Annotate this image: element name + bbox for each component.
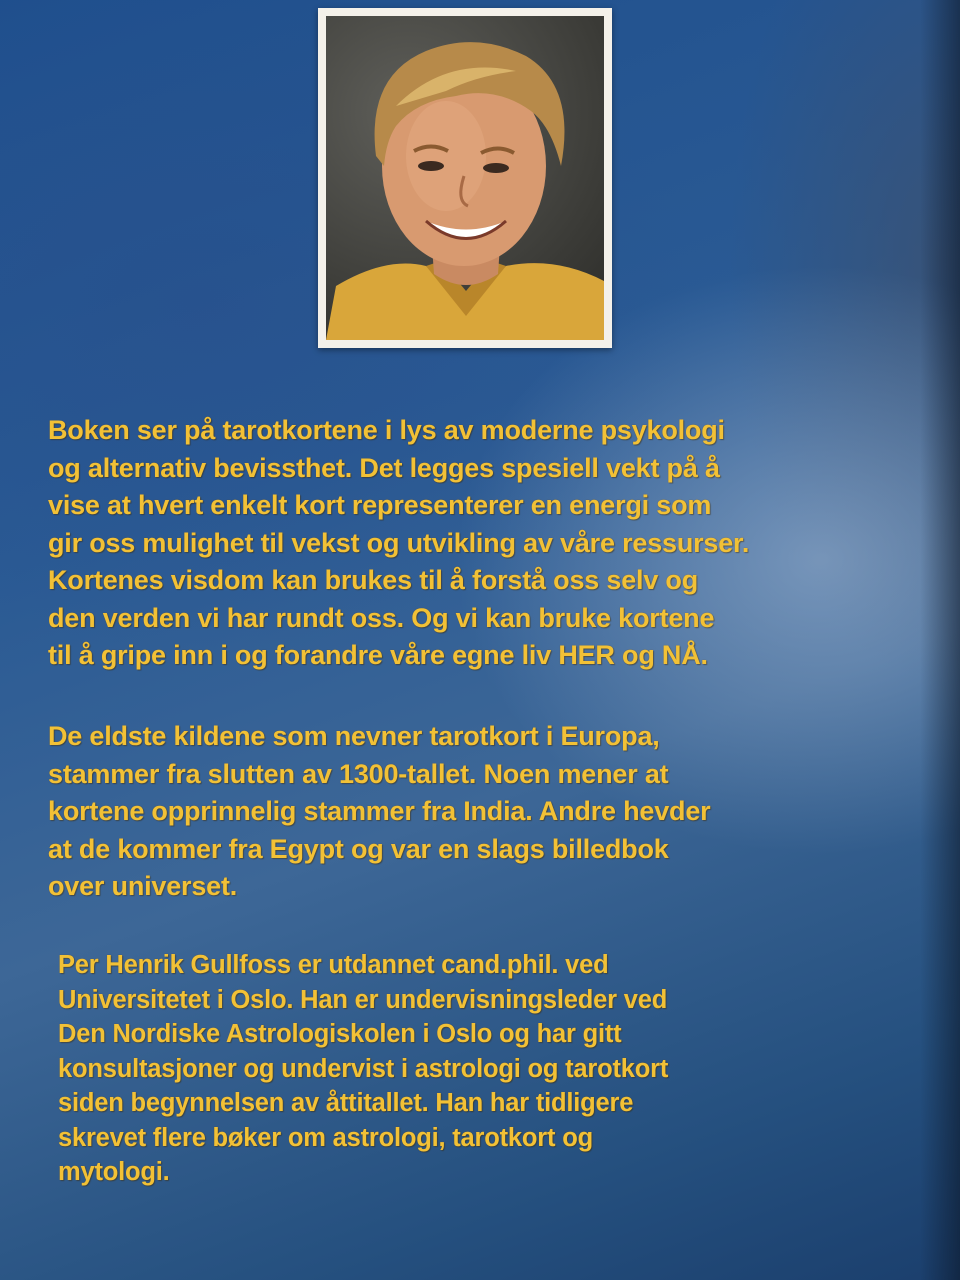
paragraph-line: Boken ser på tarotkortene i lys av moderne psykologi (48, 415, 725, 445)
paragraph-line: at de kommer fra Egypt og var en slags billedbok (48, 833, 669, 864)
book-spine-shadow (920, 0, 960, 1280)
author-bio-paragraph (58, 948, 888, 1190)
paragraph-line: De eldste kildene som nevner tarotkort i Europa, (48, 721, 660, 751)
paragraph-line: Kortenes visdom kan brukes til å forstå oss selv og (48, 565, 699, 595)
description-paragraph-2 (48, 718, 878, 906)
paragraph-line: til å gripe inn i og forandre våre egne liv HER og NÅ. (48, 640, 708, 670)
paragraph-line: stammer fra slutten av 1300-tallet. Noen mener at (48, 758, 669, 789)
description-paragraph-1 (48, 412, 878, 675)
paragraph-line: Per Henrik Gullfoss er utdannet cand.phil. ved (58, 951, 609, 979)
author-photo-frame (318, 8, 612, 348)
paragraph-line: gir oss mulighet til vekst og utvikling av våre ressurser. (48, 527, 750, 558)
paragraph-line: konsultasjoner og undervist i astrologi og tarotkort (58, 1054, 669, 1083)
paragraph-line: vise at hvert enkelt kort representerer en energi som (48, 490, 712, 520)
paragraph-line: Universitetet i Oslo. Han er undervisningsleder ved (58, 985, 668, 1014)
paragraph-line: mytologi. (58, 1158, 170, 1186)
paragraph-line: over universet. (48, 871, 238, 901)
author-portrait-icon (326, 16, 604, 340)
paragraph-line: den verden vi har rundt oss. Og vi kan bruke kortene (48, 602, 715, 633)
paragraph-line: Den Nordiske Astrologiskolen i Oslo og har gitt (58, 1020, 622, 1048)
paragraph-line: kortene opprinnelig stammer fra India. Andre hevder (48, 796, 711, 826)
author-portrait-photo (326, 16, 604, 340)
paragraph-line: skrevet flere bøker om astrologi, tarotkort og (58, 1123, 593, 1152)
paragraph-line: og alternativ bevissthet. Det legges spesiell vekt på å (48, 452, 720, 483)
paragraph-line: siden begynnelsen av åttitallet. Han har tidligere (58, 1089, 634, 1117)
